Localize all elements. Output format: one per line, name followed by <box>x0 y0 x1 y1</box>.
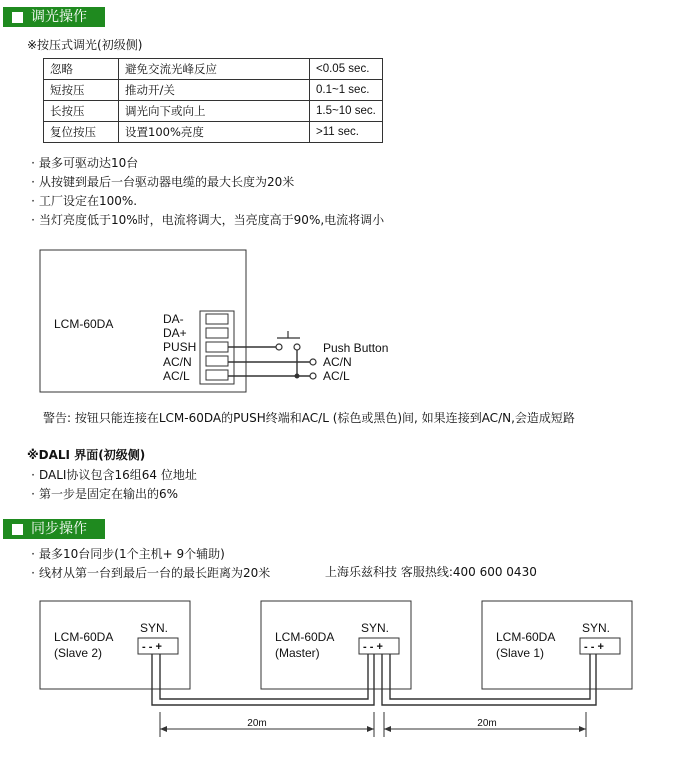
acl-terminal <box>310 373 316 379</box>
list-item: · 从按键到最后一台驱动器电缆的最大长度为20米 <box>27 173 384 192</box>
terminal-label: DA- <box>163 312 184 326</box>
list-item: · 第一步是固定在输出的6% <box>27 485 197 504</box>
terminal-signs: - - + <box>584 641 604 653</box>
table-cell: 推动开/关 <box>119 80 310 101</box>
unit-role: (Slave 2) <box>54 646 103 660</box>
button-contact <box>294 344 300 350</box>
list-item: · 当灯亮度低于10%时，电流将调大，当亮度高于90%,电流将调小 <box>27 211 384 230</box>
section-header-sync <box>3 519 105 539</box>
list-item: · DALI协议包含16组64 位地址 <box>27 466 197 485</box>
table-cell: 0.1~1 sec. <box>310 80 383 101</box>
list-item: · 最多10台同步(1个主机+ 9个辅助) <box>27 545 270 564</box>
table-cell: 短按压 <box>44 80 119 101</box>
terminal-label: AC/N <box>163 355 192 369</box>
syn-label: SYN. <box>361 621 390 635</box>
table-cell: 复位按压 <box>44 122 119 143</box>
syn-label: SYN. <box>140 621 169 635</box>
acn-terminal <box>310 359 316 365</box>
push-dim-heading: ※按压式调光(初级侧) <box>27 38 143 52</box>
warning-text: 警告: 按钮只能连接在LCM-60DA的PUSH终端和AC/L (棕色或黑色)间, 如果连接到AC/N,会造成短路 <box>43 411 575 425</box>
table-cell: <0.05 sec. <box>310 59 383 80</box>
table-cell: >11 sec. <box>310 122 383 143</box>
acn-label: AC/N <box>323 355 352 369</box>
unit-model: LCM-60DA <box>275 630 335 644</box>
table-cell: 忽略 <box>44 59 119 80</box>
table-cell: 1.5~10 sec. <box>310 101 383 122</box>
unit-box-slave1 <box>482 601 632 689</box>
sync-wire <box>382 654 596 705</box>
terminal-signs: - - + <box>142 641 162 653</box>
table-cell: 长按压 <box>44 101 119 122</box>
hotline-text: 上海乐兹科技 客服热线:400 600 0430 <box>325 565 537 579</box>
table-cell: 调光向下或向上 <box>119 101 310 122</box>
table-cell: 避免交流光峰反应 <box>119 59 310 80</box>
terminal-label: DA+ <box>163 326 187 340</box>
terminal-signs: - - + <box>363 641 383 653</box>
unit-box-master <box>261 601 411 689</box>
sync-wire <box>390 654 590 699</box>
syn-label: SYN. <box>582 621 611 635</box>
push-button-label: Push Button <box>323 341 389 355</box>
unit-role: (Master) <box>275 646 320 660</box>
acl-label: AC/L <box>323 369 350 383</box>
list-item: · 工厂设定在100%. <box>27 192 384 211</box>
section-title: 调光操作 <box>31 9 87 25</box>
square-icon <box>12 524 23 535</box>
sync-notes <box>27 545 270 583</box>
distance-label: 20m <box>477 718 497 729</box>
terminal-label: PUSH <box>163 340 197 354</box>
list-item: · 线材从第一台到最后一台的最长距离为20米 <box>27 564 270 583</box>
unit-model: LCM-60DA <box>496 630 556 644</box>
sync-wire <box>152 654 374 705</box>
driver-label: LCM-60DA <box>54 317 114 331</box>
dali-notes <box>27 466 197 504</box>
button-contact <box>276 344 282 350</box>
unit-model: LCM-60DA <box>54 630 114 644</box>
sync-wire <box>160 654 368 699</box>
distance-label: 20m <box>247 718 267 729</box>
sync-diagram <box>40 601 632 737</box>
section-title: 同步操作 <box>31 521 87 537</box>
terminal-label: AC/L <box>163 369 190 383</box>
table-cell: 设置100%亮度 <box>119 122 310 143</box>
list-item: · 最多可驱动达10台 <box>27 154 384 173</box>
unit-role: (Slave 1) <box>496 646 545 660</box>
dali-heading: ※DALI 界面(初级侧) <box>27 448 146 462</box>
unit-box-slave2 <box>40 601 190 689</box>
